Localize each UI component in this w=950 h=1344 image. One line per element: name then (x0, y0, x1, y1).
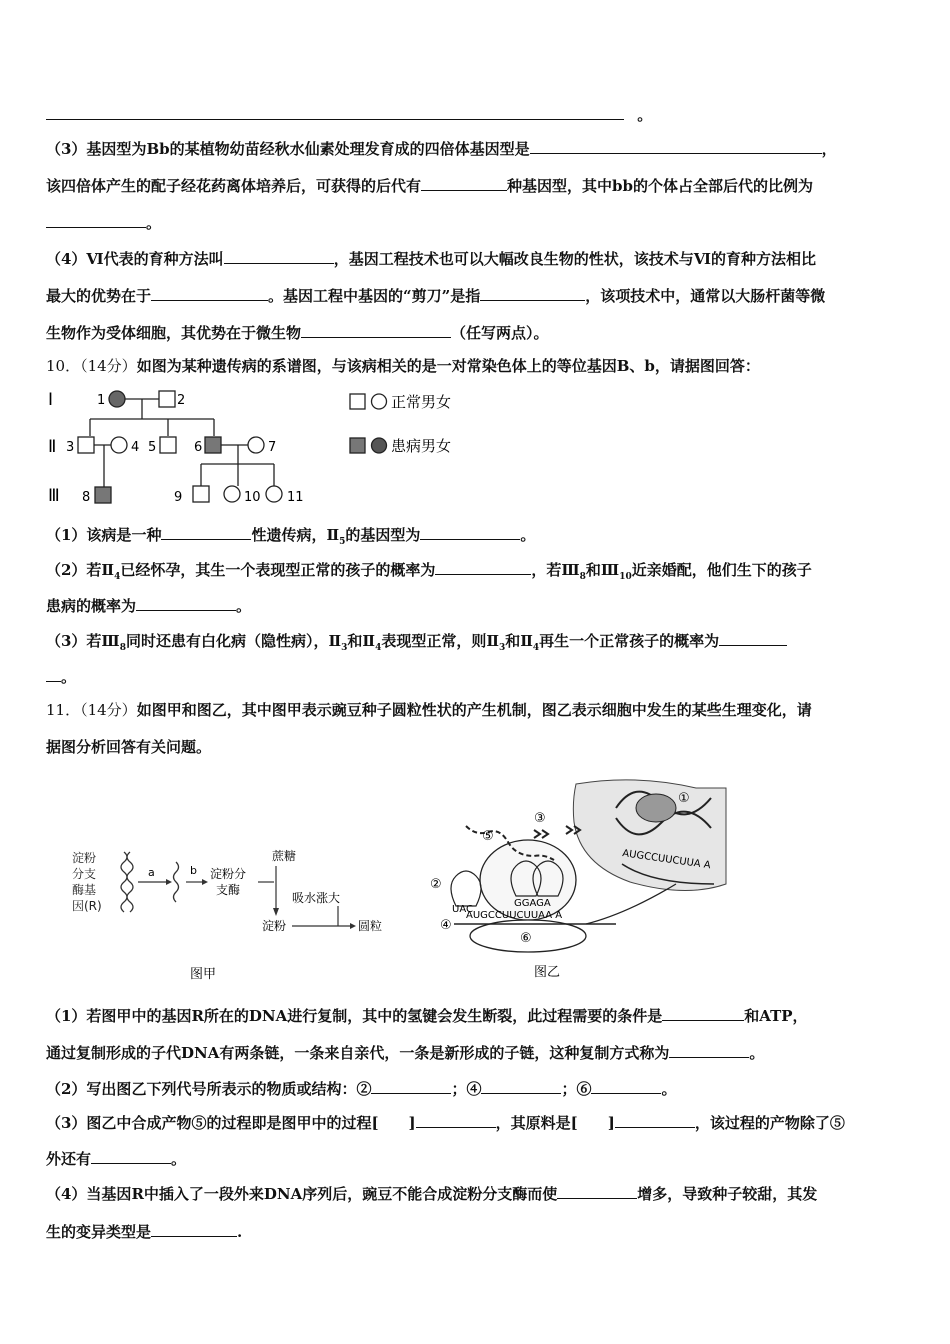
individual-4-normal-female (111, 437, 127, 453)
q9-answer-line (46, 103, 906, 125)
yi-seq-top: AUGCCUUCUUA A (621, 848, 712, 872)
subscript: 8 (579, 572, 586, 582)
yi-amino-acid (534, 830, 548, 838)
q10-part3-text: 表现型正常，则Ⅱ (381, 632, 499, 650)
answer-blank[interactable] (46, 103, 624, 120)
q10-part3-text: （3）若Ⅲ (46, 632, 120, 650)
q11-part1-punct: 。 (749, 1044, 765, 1062)
q11-part1-text: 通过复制形成的子代DNA有两条链，一条来自亲代，一条是新形成的子链，这种复制方式称为 (46, 1044, 670, 1062)
answer-blank[interactable] (480, 284, 585, 301)
subscript: 4 (375, 643, 382, 653)
q11-part2-text: （2）写出图乙下列代号所表示的物质或结构：② (46, 1080, 372, 1098)
yi-marker-6: ⑥ (520, 931, 532, 946)
q11-part4-text: 生的变异类型是 (46, 1223, 152, 1241)
yi-marker-5: ⑤ (482, 829, 494, 844)
subscript: 4 (532, 643, 540, 653)
q10-part3-text: 和Ⅱ (347, 632, 376, 650)
q10-part2-text: ，若Ⅲ (531, 561, 580, 579)
subscript: 5 (339, 537, 346, 547)
q10-part2-line1 (46, 558, 906, 587)
jia-gene-label: 分支 (72, 867, 97, 881)
q10-part2-punct: 。 (236, 597, 252, 615)
individual-6-affected-male (205, 437, 221, 453)
q11-part2 (46, 1077, 906, 1099)
jia-sucrose: 蔗糖 (272, 849, 297, 863)
q9-part3-text: （3）基因型为Bb的某植物幼苗经秋水仙素处理发育成的四倍体基因型是 (46, 140, 530, 158)
answer-blank[interactable] (151, 1220, 237, 1237)
answer-blank[interactable] (435, 558, 531, 575)
q10-stem (46, 356, 906, 376)
q11-part4-text: （4）当基因R中插入了一段外来DNA序列后，豌豆不能合成淀粉分支酶而使 (46, 1185, 558, 1203)
q9-end-mark: 。 (637, 106, 653, 124)
jia-gene-label: 酶基 (72, 883, 97, 897)
individual-5-normal-male (160, 437, 176, 453)
answer-blank[interactable] (557, 1182, 637, 1199)
jia-arrow-a: a (148, 866, 155, 879)
q11-stem-text: 如图甲和图乙，其中图甲表示豌豆种子圆粒性状的产生机制，图乙表示细胞中发生的某些生理变化，请 (136, 701, 812, 719)
individual-11-normal-female (266, 486, 282, 502)
legend-normal-label: 正常男女 (391, 393, 452, 411)
q11-part4-line2 (46, 1220, 906, 1242)
individual-2-normal-male (159, 391, 175, 407)
q10-part1-text: 性遗传病，Ⅱ (251, 526, 340, 544)
answer-blank[interactable] (151, 284, 268, 301)
q10-part2-text: （2）若Ⅱ (46, 561, 115, 579)
q10-part2-line2 (46, 594, 906, 616)
q11-part1-text: 和ATP， (744, 1007, 808, 1025)
q9-part3-line1 (46, 137, 906, 159)
individual-9-normal-male (193, 486, 209, 502)
jia-round: 圆粒 (358, 919, 383, 933)
jia-starch: 淀粉 (262, 919, 287, 933)
q11-part3-text: 外还有 (46, 1150, 92, 1168)
subscript: 4 (114, 572, 121, 582)
q9-part4-text: ，基因工程技术也可以大幅改良生物的性状，该技术与Ⅵ的育种方法相比 (333, 250, 816, 268)
q10-part2-text: 已经怀孕，其生一个表现型正常的孩子的概率为 (120, 561, 436, 579)
yi-seq-bottom: AUGCCUUCUUAA A (466, 910, 563, 921)
q11-part2-text: ；④ (451, 1080, 482, 1098)
yi-dna-hatched (636, 794, 676, 822)
jia-arrow-b: b (190, 864, 197, 877)
id-6: 6 (194, 440, 203, 455)
q10-part3-punct: 。 (61, 668, 77, 686)
yi-trna (451, 871, 481, 906)
figure-jia (66, 840, 406, 990)
q10-part1-text: （1）该病是一种 (46, 526, 162, 544)
answer-blank[interactable] (371, 1077, 451, 1094)
answer-blank[interactable] (719, 629, 787, 646)
q9-part4-line3 (46, 321, 906, 343)
id-8: 8 (82, 490, 91, 505)
q11-part2-punct: 。 (661, 1080, 677, 1098)
yi-marker-2: ② (430, 877, 442, 892)
individual-8-affected-male (95, 487, 111, 503)
answer-blank[interactable] (161, 523, 251, 540)
q9-part4-text: 。基因工程中基因的“剪刀”是指 (268, 287, 481, 305)
id-3: 3 (66, 440, 75, 455)
answer-blank[interactable] (615, 1111, 695, 1128)
yi-anticodon-2: GGAGA (514, 898, 551, 909)
answer-blank[interactable] (530, 137, 822, 154)
generation-label-i: Ⅰ (48, 390, 54, 410)
q11-number: 11．（14分） (46, 701, 137, 719)
q9-part3-punct: 。 (146, 214, 162, 232)
q10-part3-text: 再生一个正常孩子的概率为 (539, 632, 720, 650)
answer-blank[interactable] (421, 174, 507, 191)
q9-part3-line2 (46, 174, 906, 196)
generation-label-iii: Ⅲ (48, 486, 60, 506)
q11-part3-text: ，该过程的产物除了⑤ (694, 1114, 845, 1132)
q9-part3-text: 种基因型，其中bb的个体占全部后代的比例为 (507, 177, 813, 195)
answer-blank[interactable] (136, 594, 236, 611)
q11-part1-text: （1）若图甲中的基因R所在的DNA进行复制，其中的氢键会发生断裂，此过程需要的条件是 (46, 1007, 663, 1025)
yi-caption: 图乙 (534, 965, 561, 980)
q9-part4-line2 (46, 284, 906, 306)
answer-blank[interactable] (224, 247, 334, 264)
q9-part3-line3 (46, 211, 906, 233)
jia-absorb: 吸水涨大 (292, 891, 341, 905)
answer-blank[interactable] (46, 211, 146, 228)
q9-part4-text: （4）Ⅵ代表的育种方法叫 (46, 250, 224, 268)
legend-affected-male (350, 438, 365, 453)
pedigree-chart (44, 382, 484, 512)
jia-mrna (174, 862, 179, 902)
q9-part4-text: 最大的优势在于 (46, 287, 152, 305)
yi-anticodon-1: UAC (452, 904, 473, 915)
id-9: 9 (174, 490, 183, 505)
figure-yi (426, 778, 746, 988)
answer-blank[interactable] (591, 1077, 661, 1094)
yi-marker-1: ① (678, 791, 690, 806)
q11-part3-text: ，其原料是[ ] (495, 1114, 615, 1132)
subscript: 8 (119, 643, 126, 653)
q11-part3-text: （3）图乙中合成产物⑤的过程即是图甲中的过程[ ] (46, 1114, 416, 1132)
jia-gene-label: 淀粉 (72, 851, 97, 865)
q11-part1-line2 (46, 1041, 906, 1063)
subscript: 10 (619, 572, 632, 582)
q9-part4-text: （任写两点）。 (451, 324, 549, 342)
q10-part2-text: 和Ⅲ (585, 561, 620, 579)
individual-7-normal-female (248, 437, 264, 453)
q11-stem-line1 (46, 700, 906, 720)
legend-normal-female (372, 394, 387, 409)
q11-part4-text: 增多，导致种子较甜，其发 (637, 1185, 818, 1203)
yi-marker-3: ③ (534, 811, 546, 826)
q11-part4-punct: . (237, 1223, 243, 1241)
q11-part4-line1 (46, 1182, 906, 1204)
q10-part3-text: 同时还患有白化病（隐性病），Ⅱ (125, 632, 342, 650)
legend-normal-male (350, 394, 365, 409)
jia-dna-helix (121, 852, 127, 912)
id-2: 2 (177, 393, 186, 408)
answer-blank[interactable] (662, 1004, 744, 1021)
id-11: 11 (287, 490, 304, 505)
jia-enzyme-label: 支酶 (216, 883, 241, 897)
q10-part1-punct: 。 (520, 526, 536, 544)
q10-part2-text: 患病的概率为 (46, 597, 137, 615)
id-1: 1 (97, 393, 106, 408)
individual-1-affected-female (109, 391, 125, 407)
q10-stem-text: 如图为某种遗传病的系谱图，与该病相关的是一对常染色体上的等位基因B、b，请据图回答： (136, 357, 760, 375)
q10-part1 (46, 523, 906, 552)
answer-blank[interactable] (481, 1077, 561, 1094)
id-5: 5 (148, 440, 157, 455)
q9-part3-text: 该四倍体产生的配子经花药离体培养后，可获得的后代有 (46, 177, 422, 195)
q10-part3-line2 (46, 665, 906, 687)
jia-enzyme-label: 淀粉分 (210, 867, 247, 881)
generation-label-ii: Ⅱ (48, 437, 57, 457)
yi-marker-4: ④ (440, 918, 452, 933)
q9-part3-punct: ， (821, 140, 837, 158)
q11-part2-text: ；⑥ (561, 1080, 592, 1098)
q11-part3-line1 (46, 1111, 906, 1133)
jia-dna-helix (127, 852, 133, 912)
answer-blank[interactable] (416, 1111, 496, 1128)
q11-part3-punct: 。 (171, 1150, 187, 1168)
q9-part4-text: 生物作为受体细胞，其优势在于微生物 (46, 324, 302, 342)
q11-part3-line2 (46, 1147, 906, 1169)
subscript: 3 (341, 643, 348, 653)
q11-stem-text: 据图分析回答有关问题。 (46, 738, 212, 756)
q10-number: 10．（14分） (46, 357, 137, 375)
jia-caption: 图甲 (190, 967, 217, 982)
jia-gene-label: 因(R) (72, 899, 102, 913)
id-7: 7 (268, 440, 277, 455)
answer-blank[interactable] (420, 523, 520, 540)
q10-part3-line1 (46, 629, 906, 658)
subscript: 3 (498, 643, 506, 653)
q11-part1-line1 (46, 1004, 906, 1026)
individual-10-normal-female (224, 486, 240, 502)
individual-3-normal-male (78, 437, 94, 453)
id-4: 4 (131, 440, 140, 455)
q10-part3-text: 和Ⅱ (505, 632, 533, 650)
id-10: 10 (244, 490, 261, 505)
answer-blank[interactable] (301, 321, 451, 338)
answer-blank[interactable] (669, 1041, 749, 1058)
q9-part4-text: ，该项技术中，通常以大肠杆菌等微 (585, 287, 826, 305)
legend-affected-label: 患病男女 (391, 437, 452, 455)
q10-part2-text: 近亲婚配，他们生下的孩子 (631, 561, 812, 579)
answer-blank[interactable] (91, 1147, 171, 1164)
q10-part1-text: 的基因型为 (345, 526, 421, 544)
legend-affected-female (372, 438, 387, 453)
q9-part4-line1 (46, 247, 906, 269)
answer-blank[interactable] (46, 665, 61, 682)
q11-stem-line2 (46, 737, 906, 757)
